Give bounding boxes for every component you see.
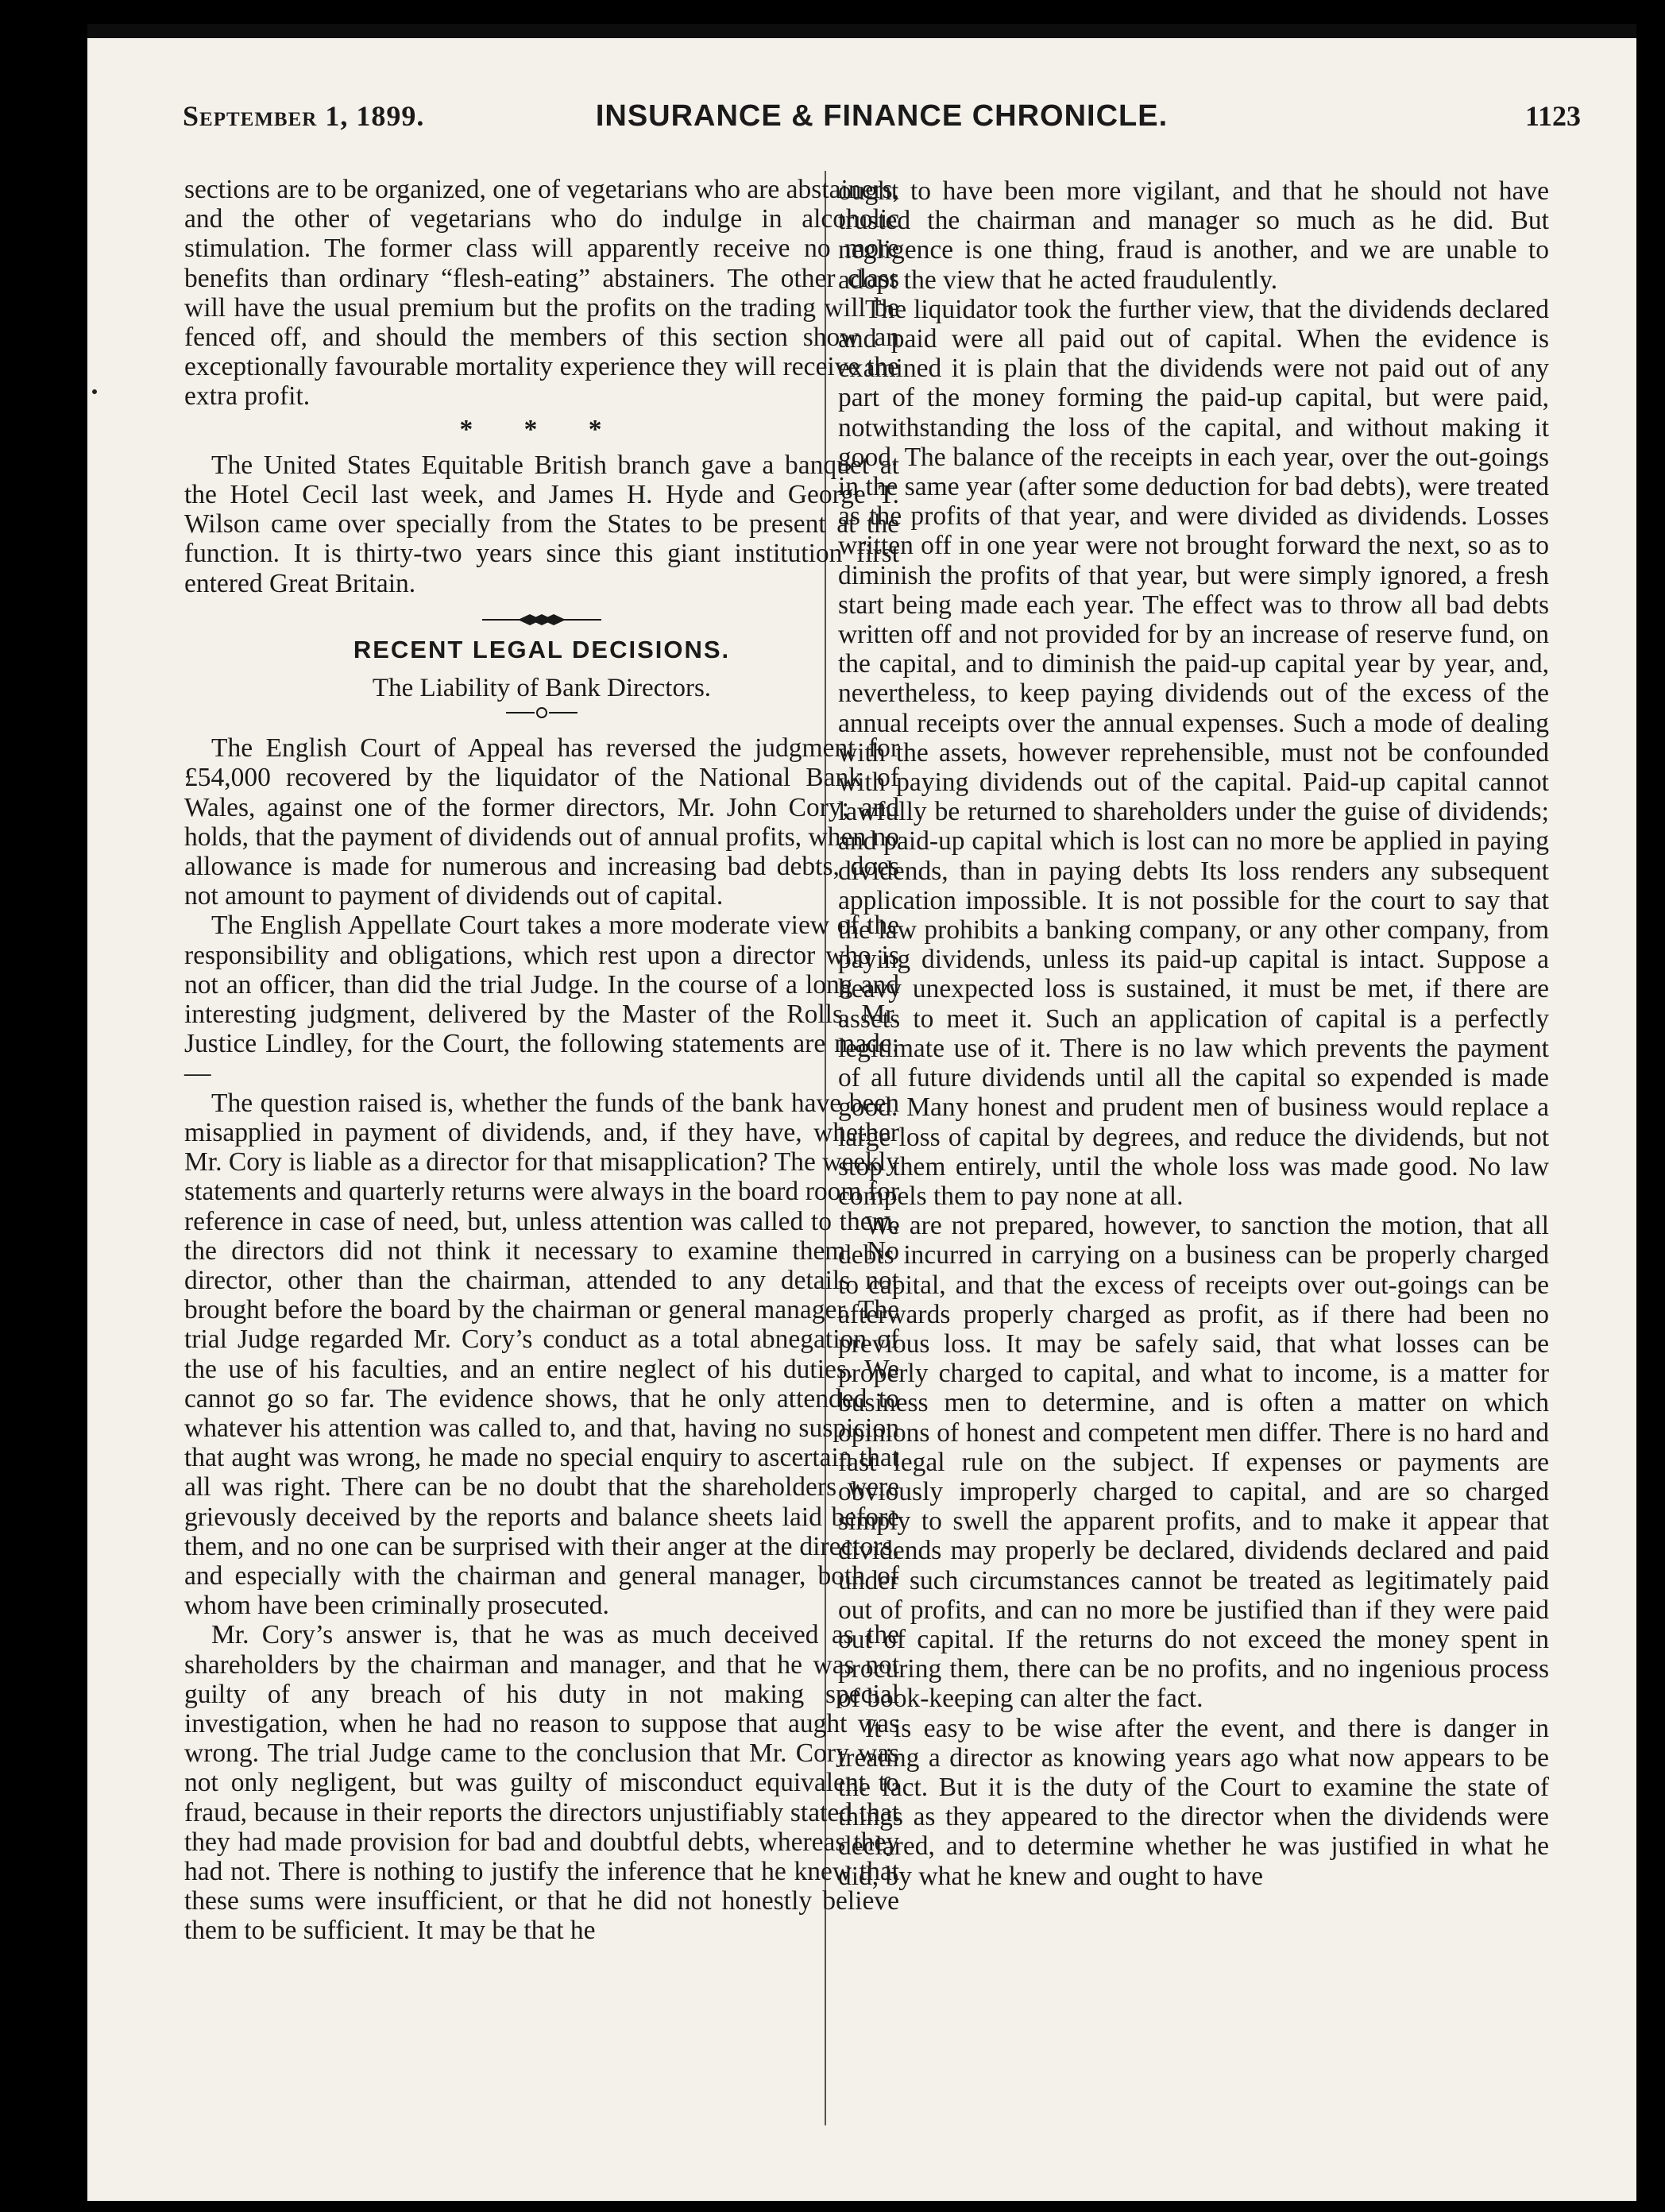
- header-date: September 1, 1899.: [183, 100, 425, 132]
- ornament-divider: [184, 613, 899, 627]
- paragraph: The liquidator took the further view, that the dividends declared and paid were all paid out of capital. When the evidence is examined it is plain that the dividends were not paid out of any part of the money forming the paid-up capital, but were paid, notwithstanding the loss of the capital, and without making it good. The balance of the receipts in each year, over the out-goings in the same year (after some deduction for bad debts), were treated as the profits of that year, and were divided as dividends. Losses written off in one year were not brought forward the next, so as to diminish the profits of that year, but were simply ignored, a fresh start being made each year. The effect was to throw all bad debts written off and not provided for by an increase of reserve fund, on the capital, and to diminish the paid-up capital year by year, and, nevertheless, to keep paying dividends out of the excess of the annual receipts over the annual expenses. Such a mode of dealing with the assets, however reprehensible, must not be confounded with paying dividends out of the capital. Paid-up capital cannot lawfully be returned to shareholders under the guise of dividends; and paid-up capital which is lost can no more be applied in paying dividends, than in paying debts Its loss renders any subsequent application impossible. It is not possible for the court to say that the law prohibits a banking company, or any other company, from paying dividends, unless its paid-up capital is intact. Suppose a heavy unexpected loss is sustained, it must be met, if there are assets to meet it. Such an application of capital is a perfectly legitimate use of it. There is no law which prevents the payment of all future dividends until all the capital so expended is made good. Many honest and prudent men of business would replace a large loss of capital by degrees, and reduce the dividends, but not stop them entirely, until the whole loss was made good. No law compels them to pay none at all.: [838, 294, 1549, 1211]
- newspaper-page: [87, 24, 1636, 2201]
- paragraph: The question raised is, whether the funds of the bank have been misapplied in payment of dividends, and, if they have, whether Mr. Cory is liable as a director for that misapplication? The weekly statements and quarterly returns were always in the board room for reference in case of need, but, unless attention was called to them, the directors did not think it necessary to examine them. No director, other than the chairman, attended to any details not brought before the board by the chairman or general manager. The trial Judge regarded Mr. Cory’s conduct as a total abnegation of the use of his faculties, and an entire neglect of his duties. We cannot go so far. The evidence shows, that he only attended to whatever his attention was called to, and that, having no suspicion that aught was wrong, he made no special enquiry to ascertain that all was right. There can be no doubt that the shareholders were grievously deceived by the reports and balance sheets laid before them, and no one can be surprised with their anger at the directors, and especially with the chairman and general manager, both of whom have been criminally prosecuted.: [184, 1088, 899, 1621]
- paragraph: The English Appellate Court takes a more moderate view of the responsibility and obligations, which rest upon a director who is not an officer, than did the trial Judge. In the course of a long and interesting judgment, delivered by the Master of the Rolls, Mr. Justice Lindley, for the Court, the following statements are made:—: [184, 911, 899, 1089]
- running-header: [183, 99, 1581, 147]
- subheading-rule: [184, 706, 899, 719]
- right-column: [838, 176, 1549, 1891]
- page-number: 1123: [1524, 100, 1581, 132]
- article-subheading: The Liability of Bank Directors.: [372, 674, 712, 703]
- paragraph: It is easy to be wise after the event, and there is danger in treating a director as knowing years ago what now appears to be the fact. But it is the duty of the Court to examine the state of things as they appeared to the director when the dividends were declared, and to determine whether he was justified in what he did, by what he knew and ought to have: [838, 1713, 1549, 1891]
- paragraph: ought to have been more vigilant, and that he should not have trusted the chairman and manager so much as he did. But negligence is one thing, fraud is another, and we are unable to adopt the view that he acted fraudulently.: [838, 176, 1549, 295]
- paragraph: sections are to be organized, one of vegetarians who are abstainers, and the other of vegetarians who do indulge in alcoholic stimulation. The former class will apparently receive no more benefits than ordinary “flesh-eating” abstainers. The other class will have the usual premium but the profits on the trading will be fenced off, and should the members of this section show an exceptionally favourable mortality experience they will receive the extra profit.: [184, 175, 899, 412]
- section-heading: RECENT LEGAL DECISIONS.: [353, 635, 731, 663]
- paragraph: The English Court of Appeal has reversed the judgment for £54,000 recovered by the liquidator of the National Bank of Wales, against one of the former directors, Mr. John Cory; and holds, that the payment of dividends out of annual profits, when no allowance is made for numerous and increasing bad debts, does not amount to payment of dividends out of capital.: [184, 733, 899, 911]
- section-divider-stars: * * *: [459, 414, 624, 444]
- left-column: [184, 175, 899, 1946]
- header-title: INSURANCE & FINANCE CHRONICLE.: [595, 99, 1169, 133]
- margin-speck: [92, 389, 97, 394]
- page-top-border: [87, 24, 1636, 38]
- paragraph: The United States Equitable British branch gave a banquet at the Hotel Cecil last week, and James H. Hyde and George T. Wilson came over specially from the States to be present at the function. It is thirty-two years since this giant institution first entered Great Britain.: [184, 450, 899, 598]
- paragraph: Mr. Cory’s answer is, that he was as much deceived as the shareholders by the chairman and manager, and that he was not guilty of any breach of his duty in not making special investigation, when he had no reason to suppose that aught was wrong. The trial Judge came to the conclusion that Mr. Cory was not only negligent, but was guilty of misconduct equivalent to fraud, because in their reports the directors unjustifiably stated that they had made provision for bad and doubtful debts, whereas they had not. There is nothing to justify the inference that he knew that these sums were insufficient, or that he did not honestly believe them to be sufficient. It may be that he: [184, 1620, 899, 1946]
- paragraph: We are not prepared, however, to sanction the motion, that all debts incurred in carrying on a business can be properly charged to capital, and that the excess of receipts over out-goings can be afterwards properly charged as profit, as if there had been no previous loss. It may be safely said, that what losses can be properly charged to capital, and what to income, is a matter for business men to determine, and is often a matter on which opinions of honest and competent men differ. There is no hard and fast legal rule on the subject. If expenses or payments are obviously improperly charged to capital, and are so charged simply to swell the apparent profits, and to make it appear that dividends may properly be declared, dividends declared and paid under such circumstances cannot be treated as legitimately paid out of profits, and can no more be justified than if they were paid out of capital. If the returns do not exceed the money spent in procuring them, there can be no profits, and no ingenious process of book-keeping can alter the fact.: [838, 1211, 1549, 1714]
